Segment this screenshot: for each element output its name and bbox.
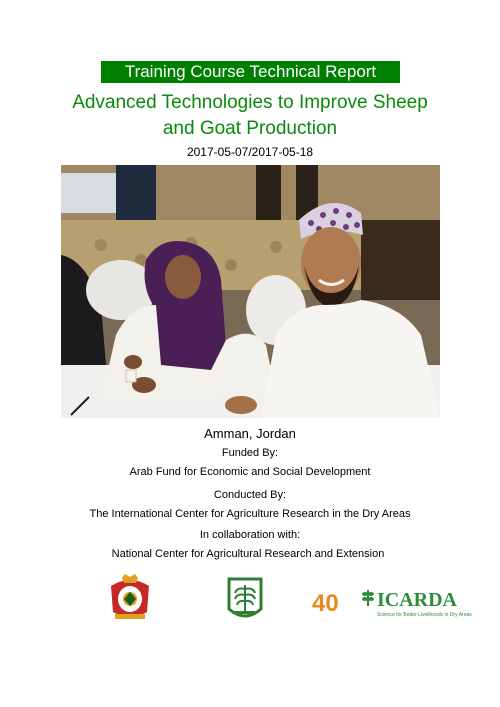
svg-text:ICARDA: ICARDA — [377, 589, 457, 611]
course-location: Amman, Jordan — [204, 426, 296, 441]
svg-text:Science for Better Livelihoods: Science for Better Livelihoods in Dry Areas — [377, 612, 472, 618]
report-title-line-2: and Goat Production — [162, 118, 338, 139]
report-type-banner: Training Course Technical Report — [101, 61, 400, 83]
jordan-coat-of-arms-logo — [107, 574, 153, 622]
collaborator-name: National Center for Agricultural Research and Extension — [111, 548, 385, 560]
funder-name: Arab Fund for Economic and Social Development — [129, 466, 371, 478]
partner-logos — [0, 572, 500, 632]
conducted-by-label: Conducted By: — [213, 489, 287, 501]
svg-text:40: 40 — [312, 590, 339, 614]
conductor-name: The International Center for Agriculture Research in the Dry Areas — [89, 508, 411, 520]
funded-by-label: Funded By: — [221, 447, 279, 459]
icarda-logo — [362, 586, 480, 620]
course-dates: 2017-05-07/2017-05-18 — [186, 145, 314, 159]
training-participants-photo — [61, 165, 440, 418]
ncare-emblem-logo — [226, 575, 264, 623]
report-title-line-1: Advanced Technologies to Improve Sheep — [72, 92, 428, 113]
collaboration-label: In collaboration with: — [199, 529, 301, 541]
icarda-40-anniversary-logo — [312, 590, 356, 614]
